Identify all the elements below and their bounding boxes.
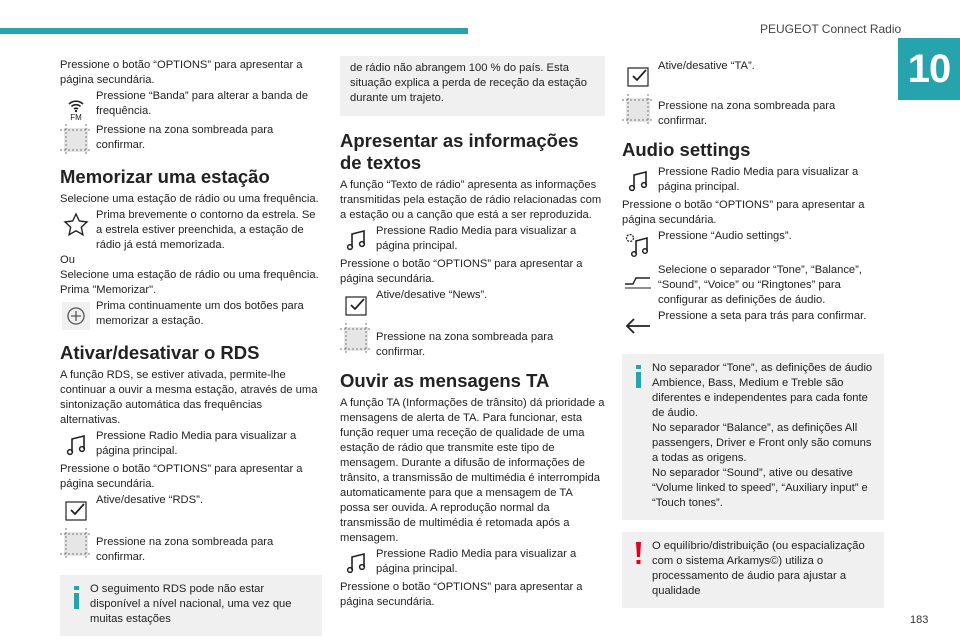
paragraph: Pressione o botão “OPTIONS” para apresentar a página secundária. bbox=[340, 258, 583, 285]
music-note-icon bbox=[60, 430, 92, 462]
note-body bbox=[652, 361, 876, 511]
warning-note bbox=[622, 532, 884, 608]
music-note-icon bbox=[340, 225, 372, 257]
info-note-continued: de rádio não abrangem 100 % do país. Esta situação explica a perda de receção da estação durante um trajeto. bbox=[340, 56, 605, 116]
step-text: Selecione o separador “Tone”, “Balance”, “Sound”, “Voice” ou “Ringtones” para configurar as definições de áudio. bbox=[658, 264, 862, 306]
warning-icon bbox=[630, 539, 652, 599]
heading-memorize: Memorizar uma estação bbox=[60, 166, 270, 187]
paragraph: Ou bbox=[60, 254, 75, 266]
tabs-icon bbox=[622, 264, 654, 296]
step-toggle bbox=[340, 288, 605, 321]
step-shaded bbox=[622, 93, 884, 129]
paragraph: A função TA (Informações de trânsito) dá prioridade a mensagens de alerta de TA. Para funcionar, esta função requer uma receção de qualidade de uma estação de rádio que transmite este tipo de mensagem. Durante a difusão de informações de trânsito, a transmissão de multimédia é interrompida automaticamente para que a mensagem de TA possa ser ouvida. A reprodução normal da transmissão de multimédia é retomada após a mensagem. bbox=[340, 397, 605, 544]
paragraph: A função “Texto de rádio” apresenta as informações transmitidas pela estação de rádio relacionadas com a estação ou a canção que está a ser reproduzida. bbox=[340, 179, 602, 221]
step-star bbox=[60, 208, 322, 253]
step-radio-media bbox=[340, 224, 605, 257]
note-text: No separador “Sound”, ative ou desative “Volume linked to speed”, “Auxiliary input” e “Touch tones”. bbox=[652, 467, 868, 509]
step-text: Pressione “Audio settings”. bbox=[658, 230, 792, 242]
note-text: No separador “Balance”, as definições All passengers, Driver e Front only são comuns a todas as origens. bbox=[652, 422, 872, 464]
music-settings-icon bbox=[622, 230, 654, 262]
step-text: Ative/desative “TA”. bbox=[658, 60, 755, 72]
checkbox-icon bbox=[60, 494, 92, 526]
heading-text-info: Apresentar as informações de textos bbox=[340, 130, 579, 173]
column-1 bbox=[60, 58, 322, 636]
step-shaded bbox=[340, 322, 605, 360]
step-text: Pressione Radio Media para visualizar a página principal. bbox=[376, 225, 577, 252]
note-text: O seguimento RDS pode não estar disponível a nível nacional, uma vez que muitas estações bbox=[90, 583, 292, 625]
step-toggle bbox=[622, 59, 884, 92]
shaded-zone-icon bbox=[60, 528, 92, 560]
shaded-zone-icon bbox=[340, 323, 372, 355]
step-shaded bbox=[60, 527, 322, 565]
back-arrow-icon bbox=[622, 310, 654, 342]
column-3 bbox=[622, 58, 884, 608]
step-radio-media bbox=[622, 165, 884, 198]
header-title: PEUGEOT Connect Radio bbox=[760, 22, 902, 36]
page-number: 183 bbox=[910, 614, 929, 626]
step-band bbox=[60, 89, 322, 122]
star-icon bbox=[60, 209, 92, 241]
step-text: Ative/desative “News”. bbox=[376, 289, 488, 301]
step-text: Pressione Radio Media para visualizar a página principal. bbox=[96, 430, 297, 457]
step-text: Pressione na zona sombreada para confirmar. bbox=[658, 100, 836, 127]
info-icon bbox=[630, 361, 652, 511]
step-toggle bbox=[60, 493, 322, 526]
paragraph: Pressione o botão “OPTIONS” para apresentar a página secundária. bbox=[340, 581, 583, 608]
step-text: Ative/desative “RDS”. bbox=[96, 494, 203, 506]
chapter-badge: 10 bbox=[898, 38, 960, 100]
step-text: Prima continuamente um dos botões para memorizar a estação. bbox=[96, 300, 304, 327]
step-back bbox=[622, 309, 884, 342]
column-2 bbox=[340, 58, 605, 610]
info-note bbox=[60, 575, 322, 636]
paragraph: A função RDS, se estiver ativada, permite-lhe continuar a ouvir a mesma estação, através de uma sintonização automática das frequências alternativas. bbox=[60, 369, 318, 426]
step-audio-tabs bbox=[622, 263, 884, 308]
info-icon bbox=[68, 582, 90, 627]
paragraph: Pressione o botão “OPTIONS” para apresentar a página secundária. bbox=[60, 59, 303, 86]
step-text: Pressione na zona sombreada para confirmar. bbox=[96, 536, 274, 563]
step-text: Pressione Radio Media para visualizar a página principal. bbox=[376, 548, 577, 575]
step-radio-media bbox=[340, 547, 605, 580]
step-memorize-button bbox=[60, 299, 322, 332]
note-text: O equilíbrio/distribuição (ou espacialização com o sistema Arkamys©) utiliza o processamento de áudio para ajustar a qualidade bbox=[652, 540, 865, 597]
step-shaded bbox=[60, 123, 322, 156]
heading-audio: Audio settings bbox=[622, 139, 751, 160]
note-text: No separador “Tone”, as definições de áudio Ambience, Bass, Medium e Treble são diferentes e independentes para cada fonte de áudio. bbox=[652, 362, 873, 419]
paragraph: Pressione o botão “OPTIONS” para apresentar a página secundária. bbox=[622, 199, 865, 226]
paragraph: Prima "Memorizar". bbox=[60, 284, 157, 296]
svg-text:FM: FM bbox=[70, 113, 82, 122]
plus-circle-icon bbox=[60, 300, 92, 332]
paragraph: Pressione o botão “OPTIONS” para apresentar a página secundária. bbox=[60, 463, 303, 490]
step-text: Prima brevemente o contorno da estrela. Se a estrela estiver preenchida, a estação de rádio já está memorizada. bbox=[96, 209, 316, 251]
music-note-icon bbox=[622, 166, 654, 198]
radio-fm-icon bbox=[60, 90, 92, 122]
shaded-zone-icon bbox=[60, 124, 92, 156]
step-text: Pressione Radio Media para visualizar a página principal. bbox=[658, 166, 859, 193]
step-text: Pressione na zona sombreada para confirmar. bbox=[96, 124, 274, 151]
step-text: Pressione na zona sombreada para confirmar. bbox=[376, 331, 554, 358]
step-audio-settings bbox=[622, 229, 884, 262]
heading-ta: Ouvir as mensagens TA bbox=[340, 370, 550, 391]
info-note-audio bbox=[622, 354, 884, 520]
step-text: Pressione a seta para trás para confirmar. bbox=[658, 310, 867, 322]
checkbox-icon bbox=[340, 289, 372, 321]
heading-rds: Ativar/desativar o RDS bbox=[60, 342, 260, 363]
checkbox-icon bbox=[622, 60, 654, 92]
shaded-zone-icon bbox=[622, 94, 654, 126]
paragraph: Selecione uma estação de rádio ou uma frequência. bbox=[60, 193, 319, 205]
paragraph: Selecione uma estação de rádio ou uma frequência. bbox=[60, 269, 319, 281]
music-note-icon bbox=[340, 548, 372, 580]
header-accent-bar bbox=[0, 28, 468, 34]
step-radio-media bbox=[60, 429, 322, 462]
step-text: Pressione “Banda” para alterar a banda de frequência. bbox=[96, 90, 309, 117]
